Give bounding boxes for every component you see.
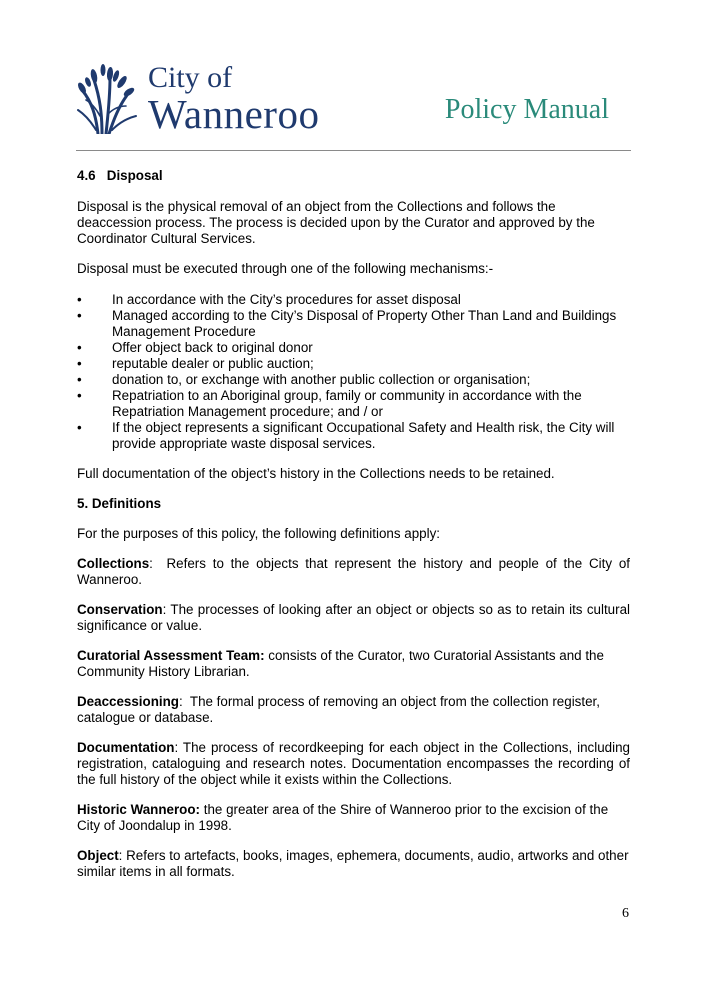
disposal-mechanisms-intro: Disposal must be executed through one of the following mechanisms:- <box>77 261 494 276</box>
definition-term: Curatorial Assessment Team: <box>77 648 265 663</box>
disposal-closing-paragraph: Full documentation of the object’s history in the Collections needs to be retained. <box>77 466 555 481</box>
definition-text: the greater area of the Shire of Wanneroo prior to the excision of the City of Joondalup in 1998. <box>77 802 609 833</box>
definition-text: Refers to the objects that represent the history and people of the City of Wanneroo. <box>77 556 630 587</box>
list-item-text: If the object represents a significant Occupational Safety and Health risk, the City will provide appropriate waste disposal services. <box>112 420 615 451</box>
definition-object <box>77 848 630 880</box>
disposal-intro-paragraph: Disposal is the physical removal of an object from the Collections and follows the deaccession process. The process is decided upon by the Curator and approved by the Coordinator Cultural Services. <box>77 199 595 246</box>
list-item <box>77 340 630 356</box>
list-item-text: reputable dealer or public auction; <box>112 356 314 371</box>
definition-separator: : <box>174 740 183 755</box>
definition-text: The processes of looking after an object or objects so as to retain its cultural significance or value. <box>77 602 630 633</box>
list-item <box>77 388 630 420</box>
definition-collections <box>77 556 630 588</box>
definition-term: Deaccessioning <box>77 694 179 709</box>
list-item-text: Offer object back to original donor <box>112 340 313 355</box>
list-item <box>77 308 630 340</box>
definition-curatorial-assessment-team <box>77 648 630 680</box>
definition-text: consists of the Curator, two Curatorial Assistants and the Community History Librarian. <box>77 648 604 679</box>
bullet-icon: • <box>77 340 82 355</box>
bullet-icon: • <box>77 356 82 371</box>
logo-name-text: Wanneroo <box>148 91 320 137</box>
section-heading-disposal: 4.6 Disposal <box>77 168 163 183</box>
section-heading-definitions: 5. Definitions <box>77 496 162 511</box>
definition-separator: : <box>162 602 171 617</box>
definition-historic-wanneroo <box>77 802 630 834</box>
bullet-icon: • <box>77 420 82 435</box>
bullet-icon: • <box>77 372 82 387</box>
definition-term: Conservation <box>77 602 163 617</box>
definition-separator: : <box>149 556 167 571</box>
list-item <box>77 372 630 388</box>
logo-city-text: City of <box>148 61 233 94</box>
bullet-icon: • <box>77 292 82 307</box>
wanneroo-plant-emblem-icon <box>76 64 138 134</box>
definition-separator: : <box>178 694 190 709</box>
page-header <box>76 62 631 152</box>
list-item <box>77 420 630 452</box>
header-divider <box>76 150 631 151</box>
list-item-text: In accordance with the City’s procedures for asset disposal <box>112 292 461 307</box>
definition-term: Object <box>77 848 119 863</box>
bullet-icon: • <box>77 308 82 323</box>
list-item <box>77 356 630 372</box>
definition-separator: : <box>118 848 127 863</box>
list-item-text: Repatriation to an Aboriginal group, family or community in accordance with the Repatriation Management procedure; and / or <box>112 388 582 419</box>
list-item-text: donation to, or exchange with another public collection or organisation; <box>112 372 531 387</box>
definition-text: The process of recordkeeping for each object in the Collections, including registration, cataloguing and research notes. Documentation encompasses the recording of the full history of the object while it exists within the Collections. <box>77 740 630 787</box>
policy-manual-title: Policy Manual <box>444 94 609 125</box>
definition-text: Refers to artefacts, books, images, ephemera, documents, audio, artworks and other similar items in all formats. <box>77 848 629 879</box>
bullet-icon: • <box>77 388 82 403</box>
list-item <box>77 292 630 308</box>
definition-deaccessioning <box>77 694 630 726</box>
definitions-intro-paragraph: For the purposes of this policy, the following definitions apply: <box>77 526 440 541</box>
definition-term: Collections <box>77 556 150 571</box>
city-of-wanneroo-logo <box>76 62 326 137</box>
definition-term: Historic Wanneroo: <box>77 802 200 817</box>
definition-term: Documentation <box>77 740 175 755</box>
disposal-mechanisms-list <box>77 292 630 452</box>
definition-text: The formal process of removing an object from the collection register, catalogue or database. <box>77 694 600 725</box>
definition-documentation <box>77 740 630 788</box>
page-number: 6 <box>622 906 629 921</box>
list-item-text: Managed according to the City’s Disposal of Property Other Than Land and Buildings Management Procedure <box>112 308 617 339</box>
document-body <box>77 168 630 880</box>
definition-conservation <box>77 602 630 634</box>
